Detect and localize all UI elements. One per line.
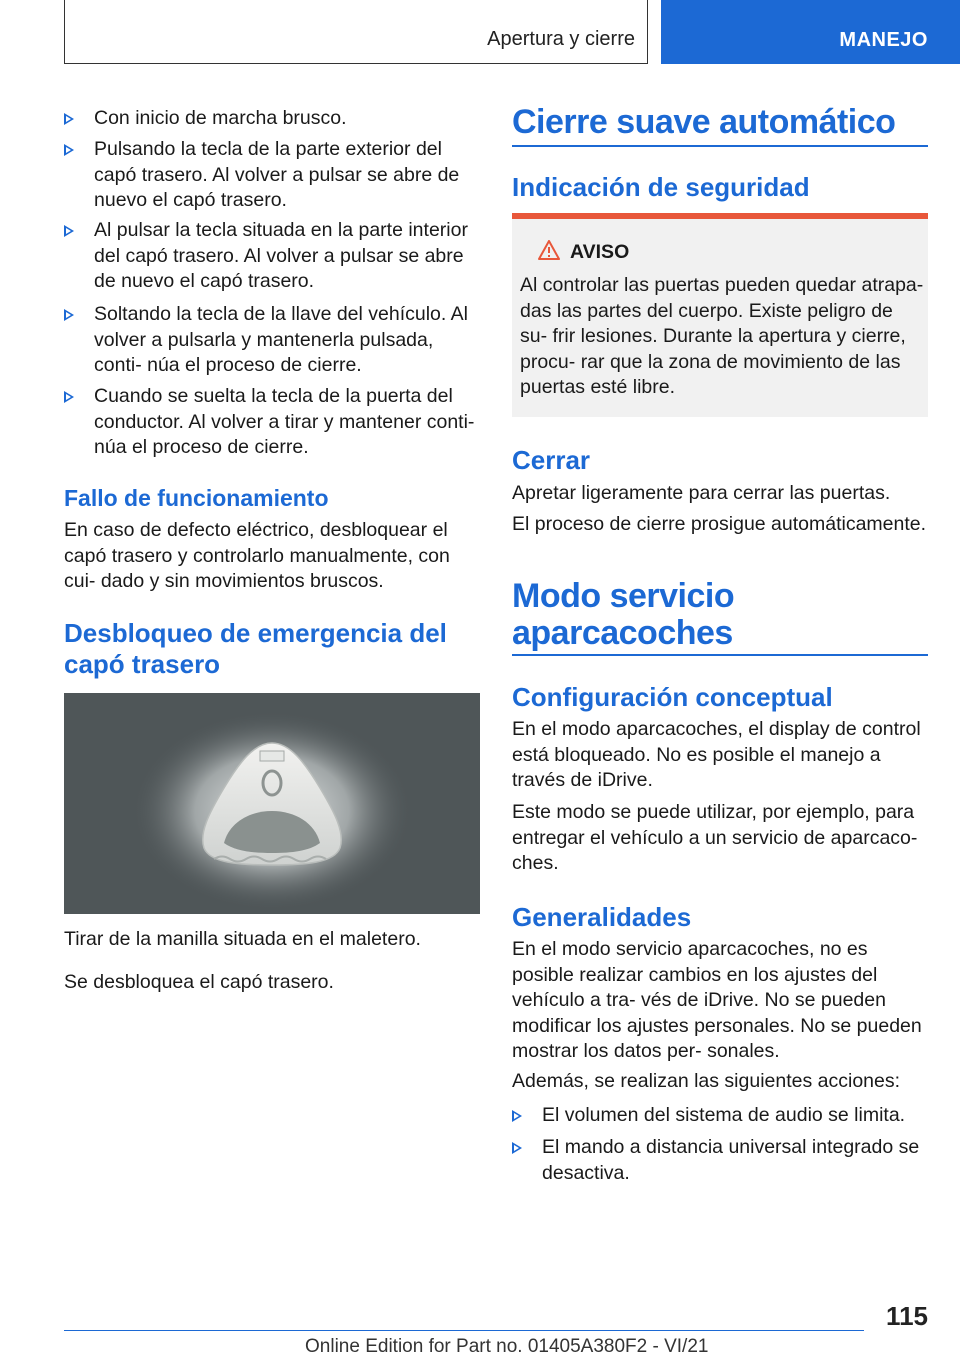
paragraph: Además, se realizan las siguientes acciones: <box>512 1070 901 1092</box>
paragraph: En el modo servicio aparcacoches, no es posible realizar cambios en los ajustes del vehículo a tra‐ vés de iDrive. No se pueden modificar los ajustes personales. No se pueden mostrar los datos per‐ sonales. <box>512 938 922 1062</box>
bullet-triangle-icon <box>512 1110 522 1122</box>
image-caption: Tirar de la manilla situada en el maletero. <box>64 928 421 950</box>
running-header <box>64 0 648 64</box>
list-item: El mando a distancia universal integrado se desactiva. <box>512 1135 928 1187</box>
paragraph: En caso de defecto eléctrico, desbloquear el capó trasero y controlarlo manualmente, con cui‐ dado y sin movimientos bruscos. <box>64 519 450 592</box>
page-number: 115 <box>886 1301 928 1331</box>
chapter-tab <box>661 0 960 64</box>
heading-seguridad: Indicación de seguridad <box>512 172 810 202</box>
heading-desbloqueo: Desbloqueo de emergencia del capó trasero <box>64 618 447 679</box>
bullet-triangle-icon <box>64 309 74 321</box>
heading-configuracion: Configuración conceptual <box>512 682 833 712</box>
list-item: Cuando se suelta la tecla de la puerta del conductor. Al volver a tirar y mantener conti‐ núa el proceso de cierre. <box>64 384 480 462</box>
bullet-triangle-icon <box>64 113 74 125</box>
heading-fallo: Fallo de funcionamiento <box>64 485 329 511</box>
section-title: Apertura y cierre <box>487 28 635 50</box>
warning-box <box>512 213 928 417</box>
paragraph: El proceso de cierre prosigue automáticamente. <box>512 513 927 535</box>
bullet-triangle-icon <box>64 391 74 403</box>
heading-cerrar: Cerrar <box>512 445 591 475</box>
paragraph: En el modo aparcacoches, el display de control está bloqueado. No es posible el manejo a través de iDrive. <box>512 718 921 791</box>
warning-triangle-icon <box>538 240 560 265</box>
bullet-triangle-icon <box>64 144 74 156</box>
paragraph: Este modo se puede utilizar, por ejemplo, para entregar el vehículo a un servicio de aparcaco‐ ches. <box>512 801 918 874</box>
list-item: Soltando la tecla de la llave del vehículo. Al volver a pulsarla y mantenerla pulsada, conti‐ núa el proceso de cierre. <box>64 302 480 380</box>
chapter-title: MANEJO <box>839 29 928 51</box>
warning-bar <box>512 213 928 219</box>
list-item: El volumen del sistema de audio se limita. <box>512 1103 928 1129</box>
heading-rule <box>512 145 928 147</box>
footer-rule <box>64 1330 864 1331</box>
list-item: Con inicio de marcha brusco. <box>64 106 480 132</box>
edition-text: Online Edition for Part no. 01405A380F2 - VI/21 <box>305 1336 709 1357</box>
warning-title: AVISO <box>570 241 630 263</box>
bullet-triangle-icon <box>512 1142 522 1154</box>
paragraph: Se desbloquea el capó trasero. <box>64 971 334 993</box>
paragraph: Apretar ligeramente para cerrar las puertas. <box>512 482 891 504</box>
bullet-triangle-icon <box>64 225 74 237</box>
list-item: Al pulsar la tecla situada en la parte interior del capó trasero. Al volver a pulsar se abre de nuevo el capó trasero. <box>64 218 480 296</box>
list-item: Pulsando la tecla de la parte exterior del capó trasero. Al volver a pulsar se abre de nuevo el capó trasero. <box>64 137 480 215</box>
warning-text: Al controlar las puertas pueden quedar atrapa‐ das las partes del cuerpo. Existe peligro de su‐ frir lesiones. Durante la apertura y cierre, procu‐ rar que la zona de movimiento de las puertas esté libre. <box>520 274 924 398</box>
heading-rule <box>512 654 928 656</box>
heading-generalidades: Generalidades <box>512 902 692 932</box>
trunk-release-handle-image <box>64 693 480 914</box>
heading-modo-servicio: Modo servicio aparcacoches <box>512 577 735 652</box>
heading-cierre-suave: Cierre suave automático <box>512 103 896 141</box>
